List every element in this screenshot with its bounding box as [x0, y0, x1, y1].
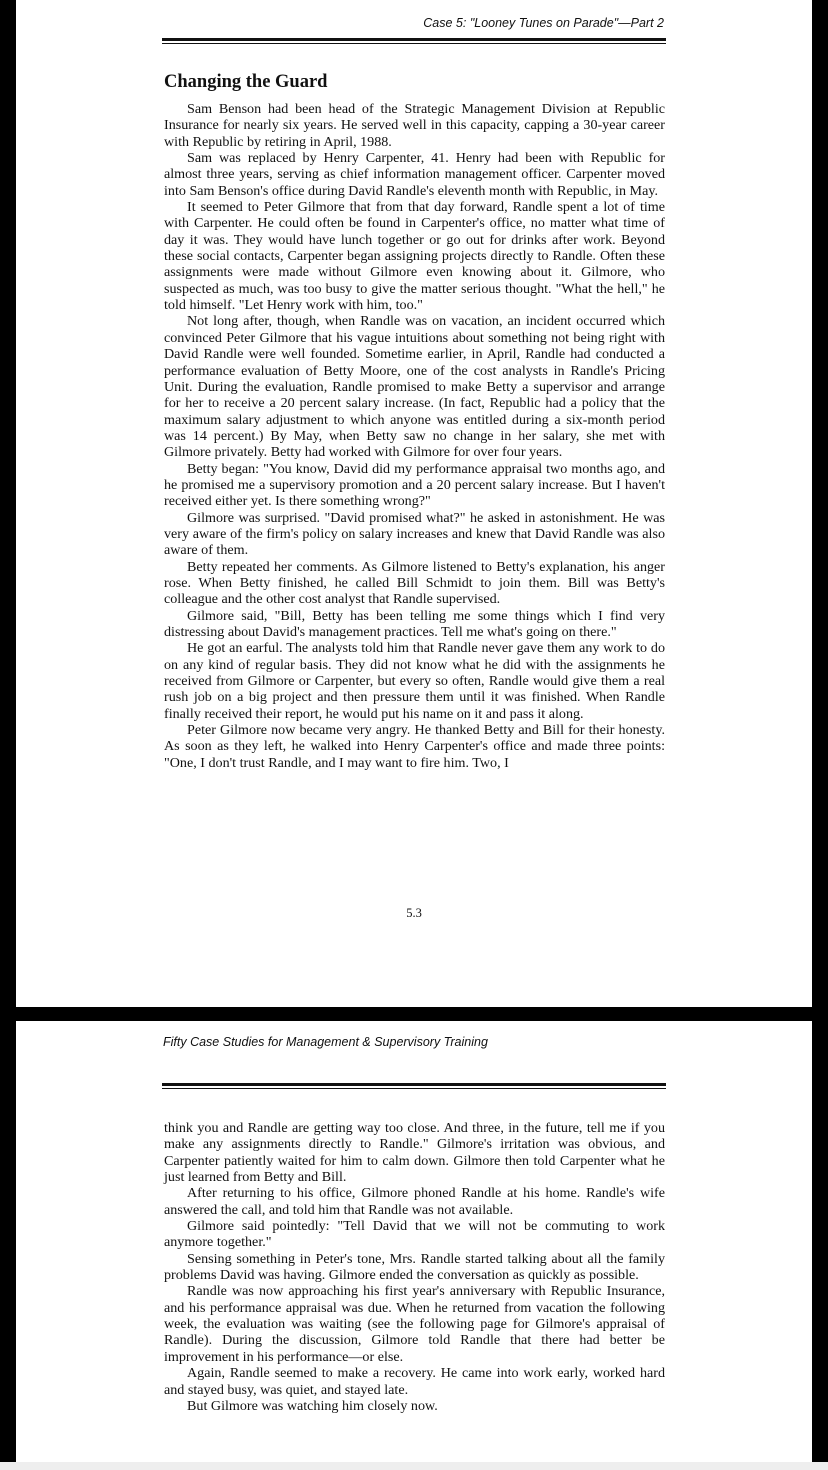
- page-one: [16, 0, 812, 1007]
- paragraph: But Gilmore was watching him closely now.: [187, 1397, 438, 1414]
- paragraph: After returning to his office, Gilmore phoned Randle at his home. Randle's wife answered the call, and told him that Randle was not available.: [164, 1185, 665, 1218]
- page-two: [16, 1021, 812, 1462]
- paragraph: Sam was replaced by Henry Carpenter, 41. Henry had been with Republic for almost three years, serving as chief information management officer. Carpenter moved into Sam Benson's office during David Randle's eleventh month with Republic, in May.: [164, 150, 665, 199]
- paragraph: Gilmore was surprised. "David promised what?" he asked in astonishment. He was very aware of the firm's policy on salary increases and knew that David Randle was also aware of them.: [164, 509, 665, 559]
- page-two-body: [164, 1120, 665, 1414]
- header-rule-thin: [162, 43, 666, 44]
- page-number: 5.3: [406, 906, 422, 920]
- paragraph: Not long after, though, when Randle was on vacation, an incident occurred which convinced Peter Gilmore that his vague intuitions about something not being right with David Randle were well founded. Sometime earlier, in April, Randle had conducted a performance evaluation of Betty Moore, one of the cost analysts in Randle's Pricing Unit. During the evaluation, Randle promised to make Betty a supervisor and arrange for her to receive a 20 percent salary increase. (In fact, Republic had a policy that the maximum salary adjustment to which anyone was entitled during a six-month period was 14 percent.) By May, when Betty saw no change in her salary, she met with Gilmore privately. Betty had worked with Gilmore for over four years.: [164, 313, 665, 461]
- running-head-case-title: Case 5: "Looney Tunes on Parade"—Part 2: [423, 16, 664, 30]
- bottom-edge: [0, 1462, 828, 1470]
- paragraph: Gilmore said pointedly: "Tell David that we will not be commuting to work anymore together.": [164, 1218, 665, 1251]
- section-heading: Changing the Guard: [164, 72, 328, 92]
- paragraph: He got an earful. The analysts told him that Randle never gave them any work to do on any kind of regular basis. They did not know what he did with the assignments he received from Gilmore or Carpenter, but every so often, Randle would give them a real rush job on a big project and then pressure them until it was finished. When Randle finally received their report, he would put his name on it and pass it along.: [164, 640, 665, 722]
- paragraph: Peter Gilmore now became very angry. He thanked Betty and Bill for their honesty. As soon as they left, he walked into Henry Carpenter's office and made three points: "One, I don't trust Randle, and I may want to fire him. Two, I: [164, 722, 665, 771]
- header-rule-thick: [162, 1083, 666, 1086]
- paragraph: Betty repeated her comments. As Gilmore listened to Betty's explanation, his anger rose. When Betty finished, he called Bill Schmidt to join them. Bill was Betty's colleague and the other cost analyst that Randle supervised.: [164, 558, 665, 608]
- header-rule-thin: [162, 1088, 666, 1089]
- continued-paragraph: think you and Randle are getting way too close. And three, in the future, tell me if you make any assignments directly to Randle." Gilmore's irritation was obvious, and Carpenter patiently waited for him to calm down. Gilmore then told Carpenter what he just learned from Betty and Bill.: [164, 1120, 665, 1186]
- paragraph: Betty began: "You know, David did my performance appraisal two months ago, and he promised me a supervisory promotion and a 20 percent salary increase. But I haven't received either yet. Is there something wrong?": [164, 460, 665, 510]
- header-rule-thick: [162, 38, 666, 41]
- paragraph: Sam Benson had been head of the Strategic Management Division at Republic Insurance for nearly six years. He served well in this capacity, capping a 30-year career with Republic by retiring in April, 1988.: [164, 101, 665, 150]
- paragraph: Again, Randle seemed to make a recovery. He came into work early, worked hard and stayed busy, was quiet, and stayed late.: [164, 1365, 665, 1398]
- page-one-body: [164, 101, 665, 771]
- paragraph: It seemed to Peter Gilmore that from that day forward, Randle spent a lot of time with Carpenter. He could often be found in Carpenter's office, no matter what time of day it was. They would have lunch together or go out for drinks after work. Beyond these social contacts, Carpenter began assigning projects directly to Randle. Often these assignments were made without Gilmore even knowing about it. Gilmore, who suspected as much, was too busy to give the matter serious thought. "What the hell," he told himself. "Let Henry work with him, too.": [164, 199, 665, 314]
- running-head-book-title: Fifty Case Studies for Management & Supervisory Training: [163, 1035, 488, 1049]
- paragraph: Sensing something in Peter's tone, Mrs. Randle started talking about all the family problems David was having. Gilmore ended the conversation as quickly as possible.: [164, 1250, 665, 1284]
- paragraph: Randle was now approaching his first year's anniversary with Republic Insurance, and his performance appraisal was due. When he returned from vacation the following week, the evaluation was waiting (see the following page for Gilmore's appraisal of Randle). During the discussion, Gilmore told Randle that there had better be improvement in his performance—or else.: [164, 1283, 665, 1365]
- paragraph: Gilmore said, "Bill, Betty has been telling me some things which I find very distressing about David's management practices. Tell me what's going on there.": [164, 607, 665, 640]
